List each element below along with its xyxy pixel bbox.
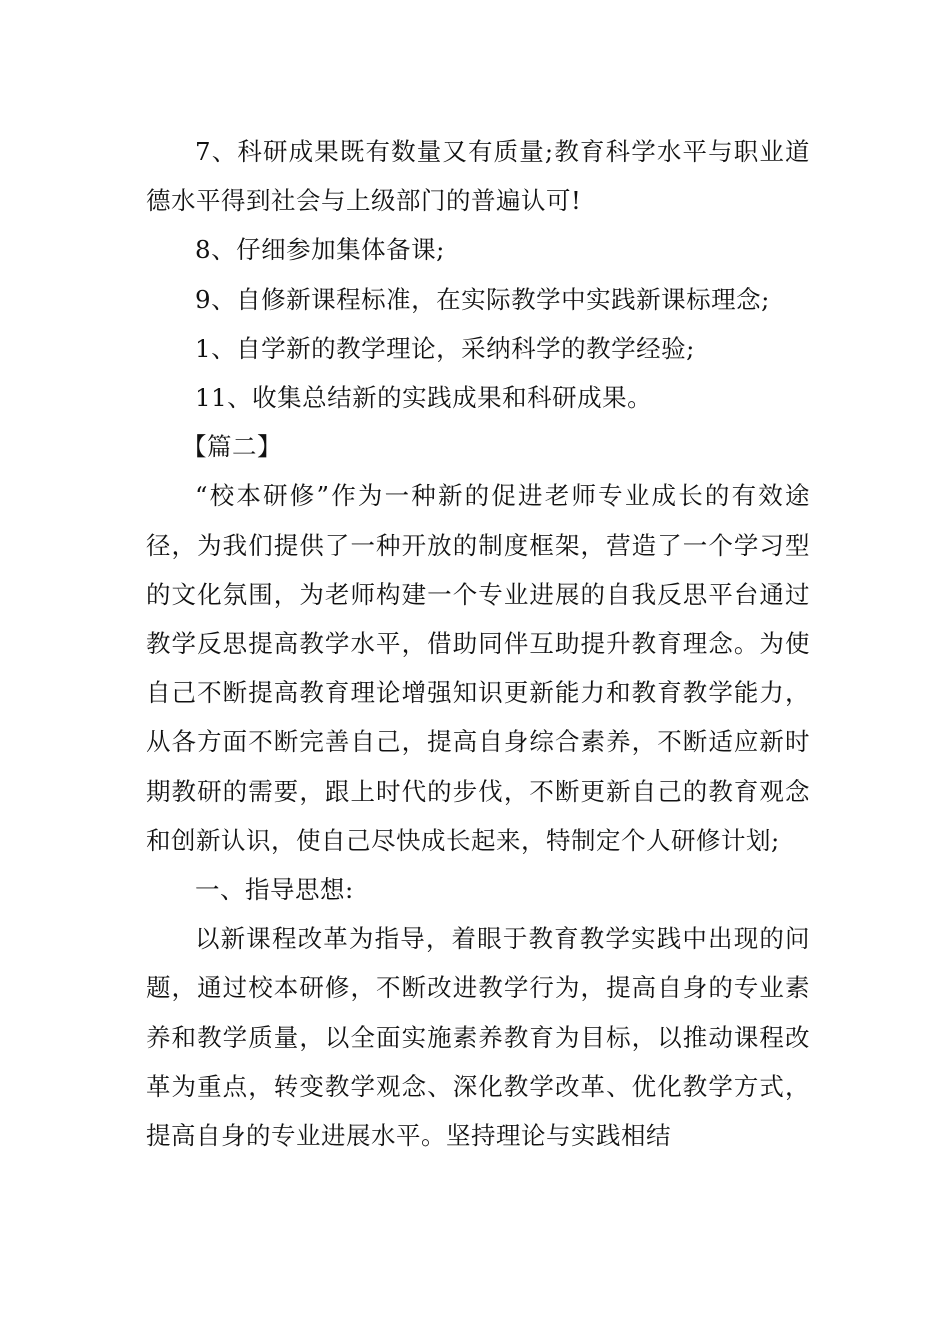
intro-paragraph: “校本研修”作为一种新的促进老师专业成长的有效途径，为我们提供了一种开放的制度框架，营造了一个学习型的文化氛围，为老师构建一个专业进展的自我反思平台通过教学反思提高教学水平，借助同伴互助提升教育理念。为使自己不断提高教育理论增强知识更新能力和教育教学能力，从各方面不断完善自己，提高自身综合素养，不断适应新时期教研的需要，跟上时代的步伐，不断更新自己的教育观念和创新认识，使自己尽快成长起来，特制定个人研修计划; <box>146 481 810 855</box>
paragraph-item-7: 7、科研成果既有数量又有质量;教育科学水平与职业道德水平得到社会与上级部门的普遍认可! <box>146 137 810 216</box>
paragraph-item-1: 1、自学新的教学理论，采纳科学的教学经验; <box>195 333 695 363</box>
guiding-heading: 一、指导思想: <box>195 875 354 905</box>
guiding-paragraph: 以新课程改革为指导，着眼于教育教学实践中出现的问题，通过校本研修，不断改进教学行为，提高自身的专业素养和教学质量，以全面实施素养教育为目标，以推动课程改革为重点，转变教学观念、深化教学改革、优化教学方式，提高自身的专业进展水平。坚持理论与实践相结 <box>146 924 810 1151</box>
paragraph-item-9: 9、自修新课程标准，在实际教学中实践新课标理念; <box>195 284 770 314</box>
document-body <box>146 127 810 1160</box>
paragraph-item-8: 8、仔细参加集体备课; <box>195 235 445 265</box>
paragraph-item-11: 11、收集总结新的实践成果和科研成果。 <box>195 383 653 413</box>
section-title: 【篇二】 <box>182 432 282 462</box>
